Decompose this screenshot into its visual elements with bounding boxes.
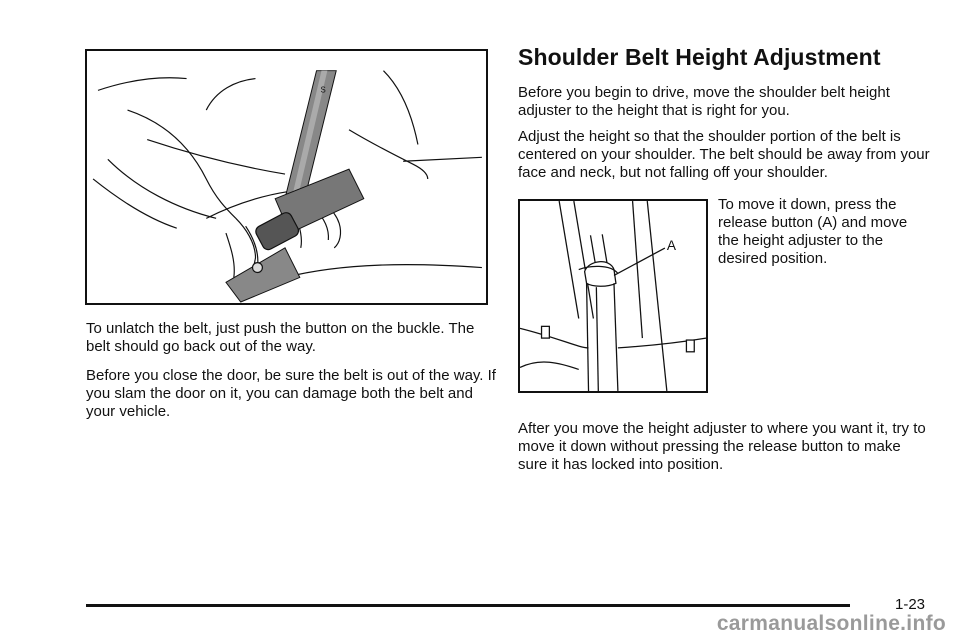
after-paragraph: After you move the height adjuster to where you want it, try to move it down without pressing the release button to make sure it has locked into position.: [518, 420, 926, 473]
move-down-paragraph: To move it down, press the release button (A) and move the height adjuster to the desired position.: [718, 196, 908, 267]
watermark: carmanualsonline.info: [716, 612, 946, 635]
begin-paragraph: Before you begin to drive, move the shoulder belt height adjuster to the height that is right for you.: [518, 84, 890, 119]
svg-text:S: S: [320, 85, 326, 95]
callout-a-label: A: [666, 237, 676, 253]
section-heading: Shoulder Belt Height Adjustment: [518, 44, 881, 70]
adjust-paragraph: Adjust the height so that the shoulder portion of the belt is centered on your shoulder. The belt should be away from your face and neck, but not falling off your shoulder.: [518, 128, 930, 181]
door-paragraph: Before you close the door, be sure the belt is out of the way. If you slam the door on it, you can damage both the belt and your vehicle.: [86, 367, 496, 420]
height-adjuster-illustration: [518, 199, 708, 393]
unlatch-paragraph: To unlatch the belt, just push the button on the buckle. The belt should go back out of the way.: [86, 320, 475, 355]
adjuster-drawing: [520, 201, 706, 391]
page-number: 1-23: [895, 596, 926, 613]
belt-unlatch-illustration: [85, 49, 488, 305]
footer-rule: [86, 604, 850, 607]
hands-buckle-drawing: [87, 51, 486, 303]
